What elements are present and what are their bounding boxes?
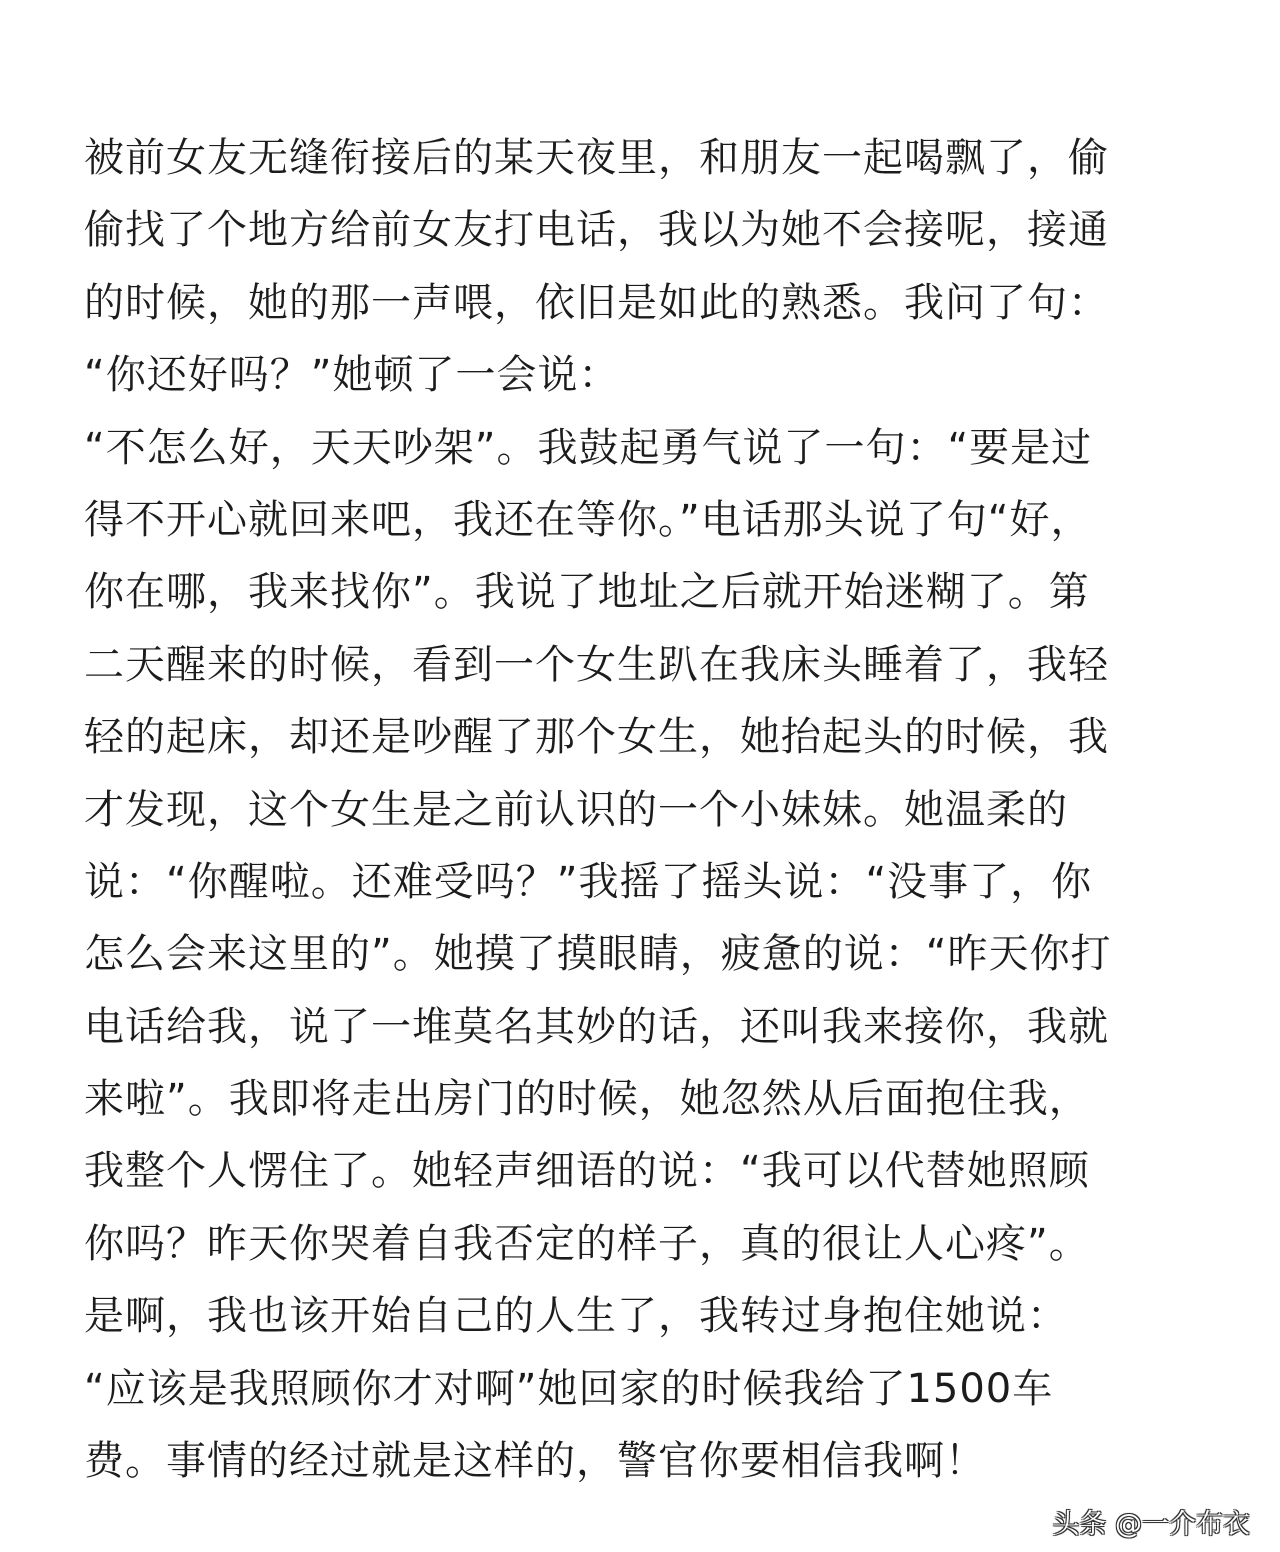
text-line: 轻的起床，却还是吵醒了那个女生，她抬起头的时候，我 — [84, 714, 1109, 761]
text-line: 才发现，这个女生是之前认识的一个小妹妹。她温柔的 — [84, 786, 1068, 833]
article-body — [84, 122, 1204, 1497]
text-line: 的时候，她的那一声喂，依旧是如此的熟悉。我问了句： — [84, 279, 1109, 326]
text-line: “应该是我照顾你才对啊”她回家的时候我给了1500车 — [84, 1365, 1054, 1412]
text-line: 费。事情的经过就是这样的，警官你要相信我啊！ — [84, 1438, 986, 1485]
text-line: 你在哪，我来找你”。我说了地址之后就开始迷糊了。第 — [84, 569, 1090, 616]
text-line: 我整个人愣住了。她轻声细语的说：“我可以代替她照顾 — [84, 1148, 1090, 1195]
text-line: 二天醒来的时候，看到一个女生趴在我床头睡着了，我轻 — [84, 641, 1109, 688]
watermark: 头条 @一介布衣 — [1052, 1509, 1250, 1540]
text-line: “你还好吗？”她顿了一会说： — [84, 352, 620, 399]
text-line: 是啊，我也该开始自己的人生了，我转过身抱住她说： — [84, 1293, 1068, 1340]
text-line: 偷找了个地方给前女友打电话，我以为她不会接呢，接通 — [84, 207, 1109, 254]
text-line: 电话给我，说了一堆莫名其妙的话，还叫我来接你，我就 — [84, 1003, 1109, 1050]
text-line: 被前女友无缝衔接后的某天夜里，和朋友一起喝飘了，偷 — [84, 135, 1109, 181]
text-line: 你吗？昨天你哭着自我否定的样子，真的很让人心疼”。 — [84, 1220, 1090, 1267]
text-line: 来啦”。我即将走出房门的时候，她忽然从后面抱住我， — [84, 1076, 1090, 1123]
text-line: “不怎么好，天天吵架”。我鼓起勇气说了一句：“要是过 — [84, 424, 1093, 471]
text-line: 说：“你醒啦。还难受吗？”我摇了摇头说：“没事了，你 — [84, 858, 1093, 905]
text-line: 得不开心就回来吧，我还在等你。”电话那头说了句“好， — [84, 496, 1092, 543]
text-line: 怎么会来这里的”。她摸了摸眼睛，疲惫的说：“昨天你打 — [84, 931, 1112, 978]
